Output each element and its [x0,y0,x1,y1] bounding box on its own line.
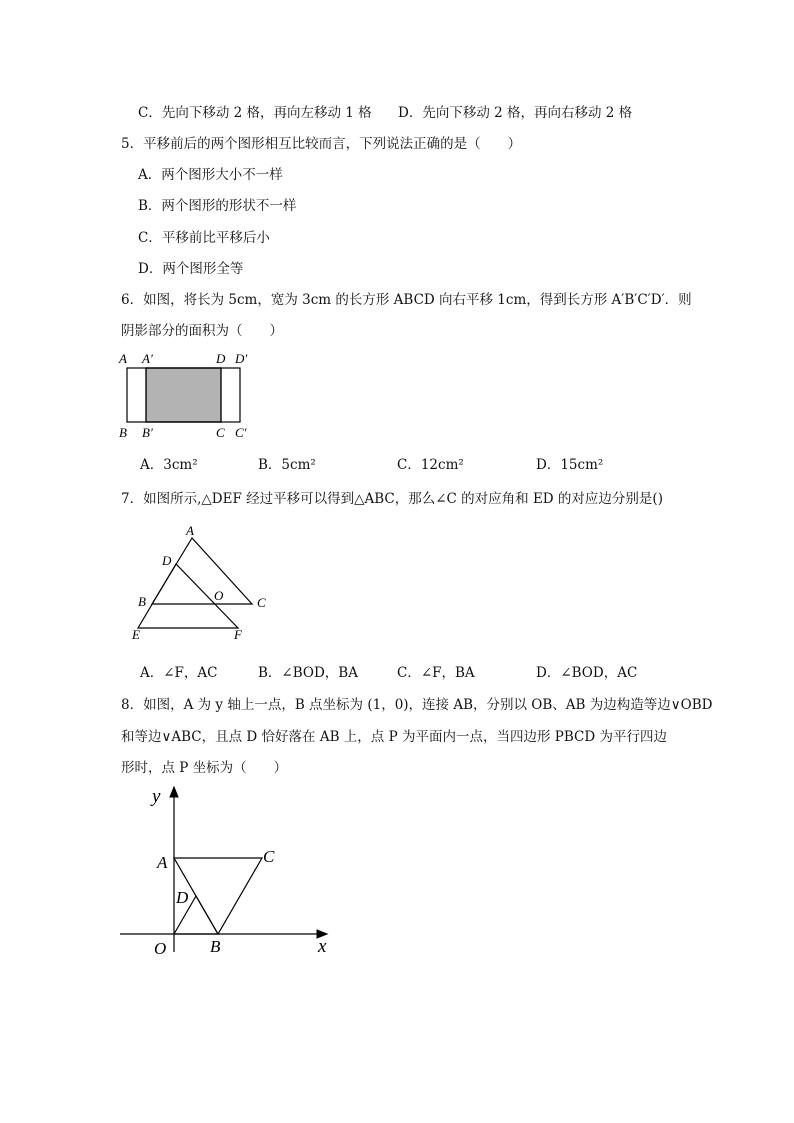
q8-coordinate-figure [114,782,344,962]
q5-option-d: D．两个图形全等 [138,261,244,277]
q7-triangle-figure [126,524,286,648]
q6-label-b-prime: B′ [142,425,153,440]
q7-triangle-abc [152,538,252,604]
q7-label-o: O [214,588,224,603]
q8-label-x: x [318,936,327,957]
q6-label-a-prime: A′ [142,351,153,366]
q8-label-c: C [263,847,275,866]
q6-label-c-prime: C′ [235,425,247,440]
q7-label-d: D [162,553,172,568]
q6-rectangle-figure [114,348,274,448]
q7-option-b: B．∠BOD，BA [258,665,358,681]
q6-option-b: B．5cm² [258,457,316,473]
q5-option-b: B．两个图形的形状不一样 [138,198,297,214]
q4-option-d: D．先向下移动 2 格，再向右移动 2 格 [398,105,633,121]
q8-label-a: A [157,853,168,872]
q6-stem-line1: 6．如图，将长为 5cm，宽为 3cm 的长方形 ABCD 向右平移 1cm，得到长方形 A′B′C′D′．则 [121,292,692,308]
q6-label-d: D [216,351,226,366]
q7-label-e: E [132,627,140,642]
q6-option-d: D．15cm² [536,457,604,473]
q6-label-a: A [119,351,127,366]
q7-option-a: A．∠F，AC [140,665,218,681]
q7-stem: 7．如图所示,△DEF 经过平移可以得到△ABC，那么∠C 的对应角和 ED 的对应边分别是() [121,491,663,507]
q6-option-a: A．3cm² [140,457,198,473]
q8-stem-line3: 形时，点 P 坐标为（ ） [121,760,288,776]
q6-stem-line2: 阴影部分的面积为（ ） [121,323,283,339]
q6-label-d-prime: D′ [235,351,248,366]
q5-option-a: A．两个图形大小不一样 [138,167,283,183]
q7-option-c: C．∠F，BA [397,665,475,681]
q6-shaded-region [146,368,221,422]
q8-label-b: B [210,937,221,956]
q6-label-b: B [119,425,127,440]
q7-label-a: A [186,524,194,538]
q8-label-d: D [176,888,189,907]
q8-segment-db [196,896,218,934]
q5-option-c: C．平移前比平移后小 [138,230,270,246]
q7-label-f: F [234,627,242,642]
q6-label-c: C [216,425,225,440]
q7-option-d: D．∠BOD，AC [536,665,638,681]
q7-label-c: C [257,595,266,610]
q8-label-y: y [152,786,161,807]
q8-stem-line2: 和等边∨ABC，且点 D 恰好落在 AB 上，点 P 为平面内一点，当四边形 PBCD 为平行四边 [121,729,667,745]
q8-label-o: O [154,939,167,958]
q8-stem-line1: 8．如图，A 为 y 轴上一点，B 点坐标为 (1，0)，连接 AB，分别以 OB、AB 为边构造等边∨OBD [121,697,713,713]
q4-option-c: C．先向下移动 2 格，再向左移动 1 格 [138,105,372,121]
q6-option-c: C．12cm² [397,457,464,473]
q7-label-b: B [138,594,146,609]
q5-stem: 5．平移前后的两个图形相互比较而言，下列说法正确的是（ ） [121,136,522,152]
